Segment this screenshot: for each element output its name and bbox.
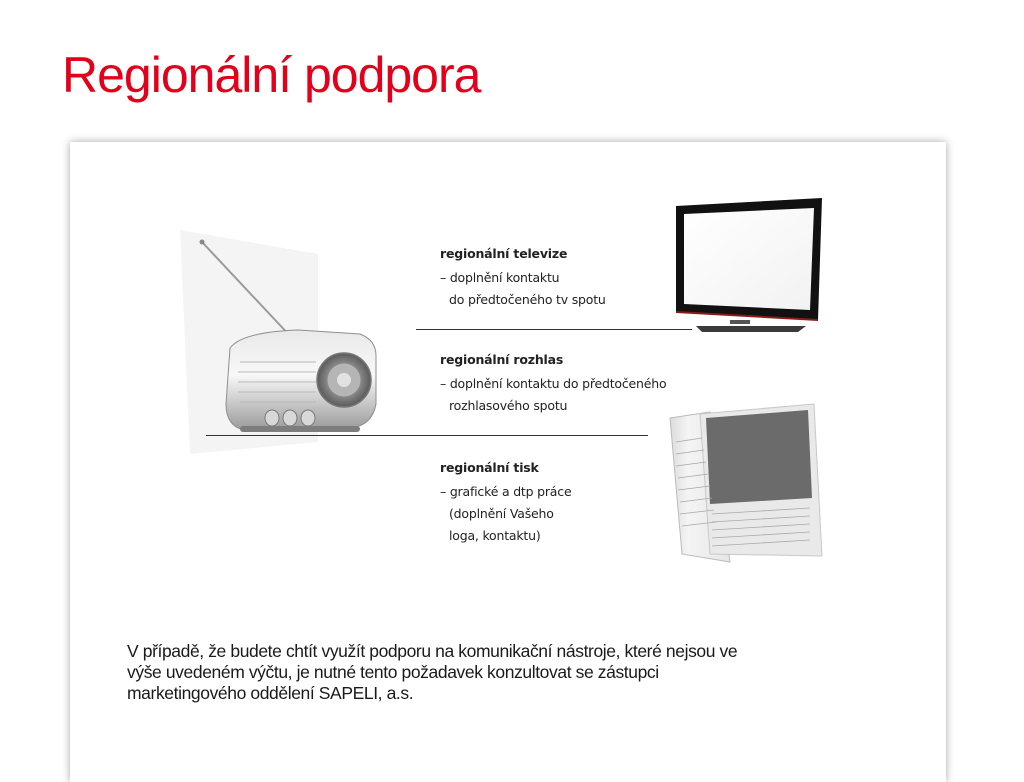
content-card [70, 142, 946, 782]
section-line: – grafické a dtp práce [440, 484, 572, 499]
section-print [440, 460, 571, 547]
section-heading: regionální rozhlas [440, 352, 564, 367]
section-radio [440, 352, 666, 417]
section-line: – doplnění kontaktu do předtočeného [440, 376, 667, 391]
section-line: – doplnění kontaktu [440, 270, 560, 285]
section-line: do předtočeného tv spotu [449, 292, 606, 307]
section-heading: regionální televize [440, 246, 568, 261]
section-line: rozhlasového spotu [449, 398, 568, 413]
section-television [440, 246, 606, 311]
note-line: V případě, že budete chtít využít podporu na komunikační nástroje, které nejsou ve [127, 641, 738, 661]
section-heading: regionální tisk [440, 460, 539, 475]
section-line: loga, kontaktu) [449, 528, 541, 543]
page-title: Regionální podpora [62, 47, 481, 103]
note-line: výše uvedeném výčtu, je nutné tento požadavek konzultovat se zástupci [127, 662, 659, 682]
note-paragraph [127, 641, 847, 704]
note-line: marketingového oddělení SAPELI, a.s. [127, 683, 414, 703]
divider [206, 435, 648, 436]
section-line: (doplnění Vašeho [449, 506, 554, 521]
divider [416, 329, 692, 330]
